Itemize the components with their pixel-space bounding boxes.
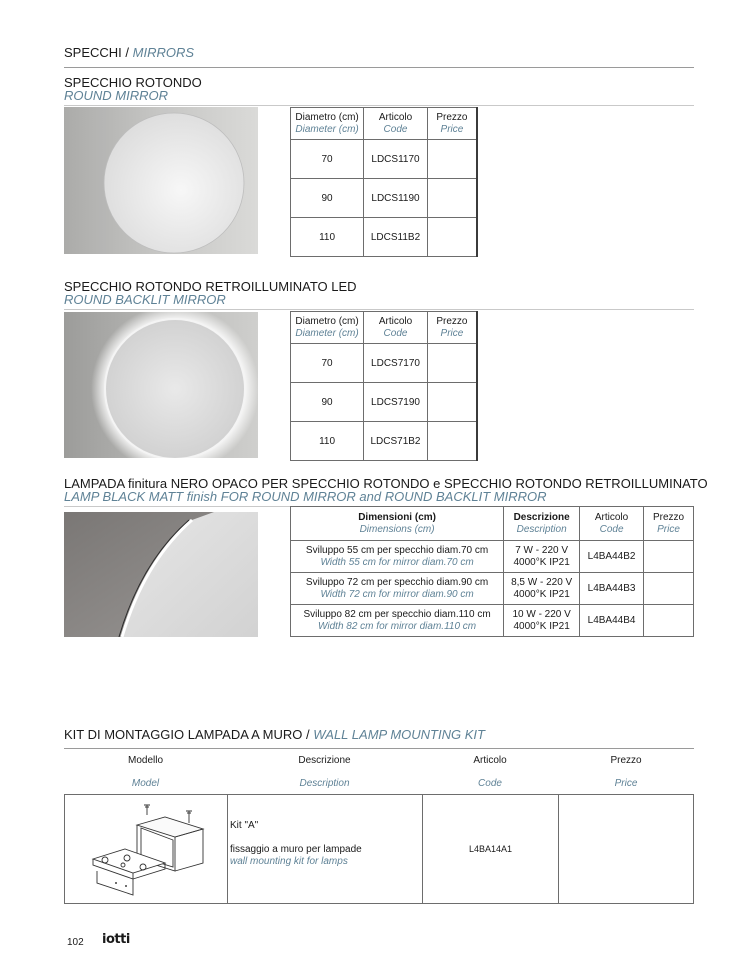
cell-code: LDCS11B2 [364, 218, 428, 257]
cell-diameter: 70 [291, 344, 364, 383]
cell-dimensions: Sviluppo 82 cm per specchio diam.110 cm Width 82 cm for mirror diam.110 cm [291, 605, 504, 637]
col-header-dimensions: Dimensioni (cm) Dimensions (cm) [291, 507, 504, 541]
kit-title [64, 728, 485, 741]
cell-code: L4BA44B3 [580, 573, 644, 605]
header-title-en: MIRRORS [132, 45, 195, 60]
col-header-description: Descrizione [298, 755, 351, 766]
cell-diameter: 90 [291, 383, 364, 422]
col-header-price: Prezzo [610, 755, 642, 766]
column-divider [558, 795, 559, 903]
header-separator: / [125, 45, 130, 60]
cell-price [427, 344, 477, 383]
cell-code: LDCS1190 [364, 179, 428, 218]
backlit-mirror-photo [64, 312, 258, 458]
kit-description-it: fissaggio a muro per lampade [230, 844, 362, 855]
round-mirror-title [64, 76, 202, 102]
cell-code: LDCS1170 [364, 140, 428, 179]
cell-description: 7 W - 220 V 4000°K IP21 [504, 541, 580, 573]
cell-diameter: 70 [291, 140, 364, 179]
table-row [291, 541, 694, 573]
col-header-code: Articolo Code [580, 507, 644, 541]
cell-diameter: 110 [291, 218, 364, 257]
cell-price [427, 140, 477, 179]
table-row [291, 422, 478, 461]
page-number: 102 [67, 937, 84, 948]
cell-code: LDCS7170 [364, 344, 428, 383]
col-header-price: Prezzo Price [644, 507, 694, 541]
round-mirror-divider [64, 105, 694, 106]
cell-price [427, 218, 477, 257]
cell-price [644, 541, 694, 573]
kit-description [230, 820, 420, 868]
col-header-diameter: Diametro (cm) Diameter (cm) [291, 312, 364, 344]
table-row [291, 605, 694, 637]
table-row [291, 344, 478, 383]
table-row [291, 140, 478, 179]
col-header-code: Articolo [473, 755, 507, 766]
round-mirror-title-it: SPECCHIO ROTONDO [64, 75, 202, 90]
col-header-code: Articolo Code [364, 108, 428, 140]
column-divider [227, 795, 228, 903]
lamp-title [64, 477, 708, 503]
cell-price [427, 179, 477, 218]
kit-title-it: KIT DI MONTAGGIO LAMPADA A MURO [64, 727, 303, 742]
col-header-description-en: Description [299, 778, 350, 789]
round-mirror-photo [64, 107, 258, 254]
lamp-title-it: LAMPADA finitura NERO OPACO PER SPECCHIO ROTONDO e SPECCHIO ROTONDO RETROILLUMINATO [64, 476, 708, 491]
kit-table-row [64, 794, 694, 904]
col-header-price: Prezzo Price [427, 108, 477, 140]
cell-dimensions: Sviluppo 55 cm per specchio diam.70 cm Width 55 cm for mirror diam.70 cm [291, 541, 504, 573]
header-divider [64, 67, 694, 68]
kit-title-separator: / [306, 727, 310, 742]
lamp-title-en: LAMP BLACK MATT finish FOR ROUND MIRROR and ROUND BACKLIT MIRROR [64, 489, 547, 504]
table-row [291, 383, 478, 422]
cell-price [644, 605, 694, 637]
col-header-model: Modello [127, 755, 164, 766]
kit-title-en: WALL LAMP MOUNTING KIT [313, 727, 485, 742]
kit-description-en: wall mounting kit for lamps [230, 856, 348, 867]
backlit-mirror-title-en: ROUND BACKLIT MIRROR [64, 292, 226, 307]
cell-price [427, 422, 477, 461]
cell-price [644, 573, 694, 605]
col-header-price-en: Price [614, 778, 638, 789]
round-mirror-table [290, 107, 478, 257]
table-row [291, 179, 478, 218]
kit-name: Kit "A" [230, 820, 259, 831]
cell-code: LDCS71B2 [364, 422, 428, 461]
backlit-mirror-title [64, 280, 357, 306]
header-title-it: SPECCHI [64, 45, 122, 60]
mounting-kit-drawing [85, 801, 215, 897]
lamp-photo [64, 512, 258, 637]
backlit-mirror-divider [64, 309, 694, 310]
cell-description: 10 W - 220 V 4000°K IP21 [504, 605, 580, 637]
col-header-model-en: Model [131, 778, 160, 789]
cell-code: L4BA44B4 [580, 605, 644, 637]
kit-code: L4BA14A1 [468, 844, 513, 854]
cell-dimensions: Sviluppo 72 cm per specchio diam.90 cm Width 72 cm for mirror diam.90 cm [291, 573, 504, 605]
table-row [291, 573, 694, 605]
lamp-table [290, 506, 694, 637]
page-header [64, 45, 694, 60]
cell-diameter: 90 [291, 179, 364, 218]
cell-diameter: 110 [291, 422, 364, 461]
brand-logo: iotti [102, 932, 130, 947]
cell-code: L4BA44B2 [580, 541, 644, 573]
col-header-code: Articolo Code [364, 312, 428, 344]
round-mirror-title-en: ROUND MIRROR [64, 88, 168, 103]
table-row [291, 218, 478, 257]
backlit-mirror-title-it: SPECCHIO ROTONDO RETROILLUMINATO LED [64, 279, 357, 294]
col-header-price: Prezzo Price [427, 312, 477, 344]
cell-code: LDCS7190 [364, 383, 428, 422]
col-header-diameter: Diametro (cm) Diameter (cm) [291, 108, 364, 140]
col-header-description: Descrizione Description [504, 507, 580, 541]
backlit-mirror-table [290, 311, 478, 461]
col-header-code-en: Code [478, 778, 502, 789]
cell-price [427, 383, 477, 422]
cell-description: 8,5 W - 220 V 4000°K IP21 [504, 573, 580, 605]
kit-table-header [64, 748, 694, 794]
